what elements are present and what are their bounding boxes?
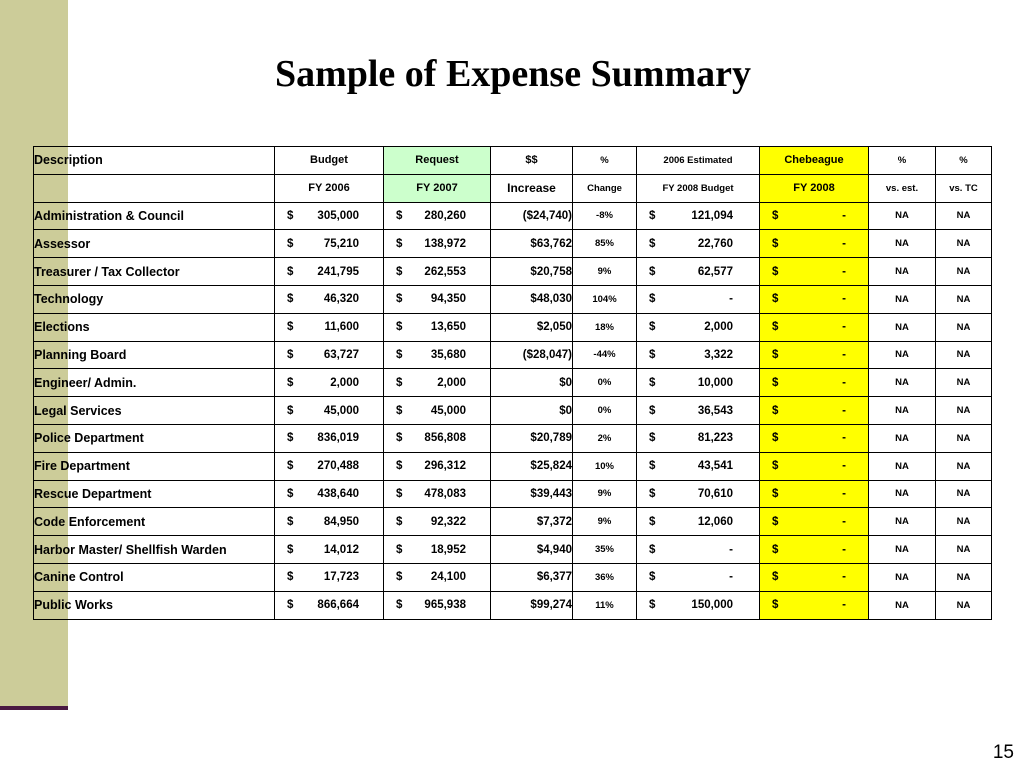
cell-estimated: $ 22,760 [637,230,760,258]
cell-vs-tc: NA [936,452,992,480]
header-percent: % [573,147,637,175]
cell-budget: $ 866,664 [275,591,384,619]
slide-number: 15 [992,742,1014,763]
cell-estimated: $ - [637,285,760,313]
cell-request: $ 296,312 [384,452,491,480]
cell-increase: $20,758 [491,258,573,286]
cell-vs-est: NA [869,313,936,341]
cell-request: $ 13,650 [384,313,491,341]
cell-increase: $7,372 [491,508,573,536]
cell-chebeague: $ - [760,285,869,313]
cell-increase: $99,274 [491,591,573,619]
cell-vs-tc: NA [936,258,992,286]
table-row [34,508,992,536]
cell-request: $ 92,322 [384,508,491,536]
cell-increase: ($24,740) [491,202,573,230]
cell-description: Harbor Master/ Shellfish Warden [34,536,275,564]
cell-request: $ 138,972 [384,230,491,258]
cell-estimated: $ - [637,563,760,591]
cell-request: $ 965,938 [384,591,491,619]
header-request-year: FY 2007 [384,174,491,202]
cell-budget: $ 438,640 [275,480,384,508]
cell-vs-tc: NA [936,313,992,341]
cell-vs-est: NA [869,536,936,564]
cell-estimated: $ 3,322 [637,341,760,369]
header-description: Description [34,147,275,175]
cell-description: Planning Board [34,341,275,369]
cell-increase: $0 [491,397,573,425]
header-request: Request [384,147,491,175]
table-row [34,258,992,286]
cell-vs-est: NA [869,285,936,313]
cell-vs-est: NA [869,397,936,425]
cell-description: Code Enforcement [34,508,275,536]
cell-description: Rescue Department [34,480,275,508]
cell-vs-tc: NA [936,536,992,564]
cell-request: $ 94,350 [384,285,491,313]
cell-change: 2% [573,424,637,452]
cell-increase: $48,030 [491,285,573,313]
cell-budget: $ 836,019 [275,424,384,452]
cell-change: 9% [573,480,637,508]
cell-chebeague: $ - [760,258,869,286]
cell-vs-est: NA [869,230,936,258]
header-row-2 [34,174,992,202]
cell-vs-est: NA [869,369,936,397]
cell-vs-tc: NA [936,341,992,369]
cell-estimated: $ 121,094 [637,202,760,230]
cell-increase: $20,789 [491,424,573,452]
cell-description: Treasurer / Tax Collector [34,258,275,286]
cell-description: Assessor [34,230,275,258]
cell-increase: ($28,047) [491,341,573,369]
cell-vs-est: NA [869,508,936,536]
cell-request: $ 280,260 [384,202,491,230]
cell-chebeague: $ - [760,563,869,591]
header-percent-est: % [869,147,936,175]
page-title: Sample of Expense Summary [274,53,752,95]
cell-vs-est: NA [869,258,936,286]
cell-budget: $ 75,210 [275,230,384,258]
cell-estimated: $ 12,060 [637,508,760,536]
table-row [34,369,992,397]
table-row [34,563,992,591]
table-row [34,313,992,341]
cell-change: 104% [573,285,637,313]
cell-vs-tc: NA [936,563,992,591]
cell-budget: $ 2,000 [275,369,384,397]
cell-estimated: $ 81,223 [637,424,760,452]
cell-change: -44% [573,341,637,369]
cell-change: 11% [573,591,637,619]
cell-request: $ 478,083 [384,480,491,508]
cell-vs-tc: NA [936,285,992,313]
cell-estimated: $ - [637,536,760,564]
header-vs-est: vs. est. [869,174,936,202]
cell-budget: $ 84,950 [275,508,384,536]
cell-change: 0% [573,369,637,397]
table-row [34,397,992,425]
cell-vs-tc: NA [936,424,992,452]
cell-request: $ 856,808 [384,424,491,452]
cell-vs-est: NA [869,452,936,480]
cell-description: Technology [34,285,275,313]
table-row [34,424,992,452]
cell-chebeague: $ - [760,591,869,619]
cell-estimated: $ 2,000 [637,313,760,341]
cell-description: Engineer/ Admin. [34,369,275,397]
header-vs-tc: vs. TC [936,174,992,202]
cell-vs-est: NA [869,202,936,230]
header-chebeague: Chebeague [760,147,869,175]
cell-request: $ 45,000 [384,397,491,425]
table-row [34,536,992,564]
cell-chebeague: $ - [760,369,869,397]
cell-change: 35% [573,536,637,564]
cell-budget: $ 14,012 [275,536,384,564]
cell-chebeague: $ - [760,480,869,508]
header-budget-year: FY 2006 [275,174,384,202]
cell-vs-tc: NA [936,591,992,619]
cell-vs-tc: NA [936,230,992,258]
cell-vs-est: NA [869,480,936,508]
cell-request: $ 35,680 [384,341,491,369]
cell-vs-est: NA [869,341,936,369]
header-increase: Increase [491,174,573,202]
cell-budget: $ 63,727 [275,341,384,369]
table-row [34,452,992,480]
cell-change: 9% [573,258,637,286]
cell-change: 0% [573,397,637,425]
expense-summary-table [33,146,992,620]
cell-change: 18% [573,313,637,341]
cell-estimated: $ 36,543 [637,397,760,425]
header-estimated: 2006 Estimated [637,147,760,175]
cell-estimated: $ 43,541 [637,452,760,480]
cell-request: $ 18,952 [384,536,491,564]
header-dollars: $$ [491,147,573,175]
cell-description: Canine Control [34,563,275,591]
header-description-sub [34,174,275,202]
cell-request: $ 24,100 [384,563,491,591]
cell-vs-est: NA [869,563,936,591]
cell-budget: $ 270,488 [275,452,384,480]
cell-increase: $4,940 [491,536,573,564]
cell-increase: $0 [491,369,573,397]
table-row [34,591,992,619]
cell-vs-tc: NA [936,508,992,536]
cell-chebeague: $ - [760,452,869,480]
cell-vs-tc: NA [936,369,992,397]
table-row [34,285,992,313]
cell-description: Administration & Council [34,202,275,230]
cell-estimated: $ 70,610 [637,480,760,508]
cell-vs-est: NA [869,424,936,452]
cell-estimated: $ 150,000 [637,591,760,619]
cell-chebeague: $ - [760,341,869,369]
cell-vs-tc: NA [936,480,992,508]
cell-change: 9% [573,508,637,536]
cell-chebeague: $ - [760,424,869,452]
cell-change: 36% [573,563,637,591]
header-budget: Budget [275,147,384,175]
cell-vs-tc: NA [936,202,992,230]
cell-description: Police Department [34,424,275,452]
cell-change: 10% [573,452,637,480]
cell-increase: $39,443 [491,480,573,508]
cell-vs-est: NA [869,591,936,619]
table-row [34,480,992,508]
cell-budget: $ 11,600 [275,313,384,341]
cell-request: $ 2,000 [384,369,491,397]
cell-increase: $6,377 [491,563,573,591]
table-row [34,230,992,258]
header-percent-tc: % [936,147,992,175]
cell-chebeague: $ - [760,202,869,230]
cell-chebeague: $ - [760,536,869,564]
cell-budget: $ 241,795 [275,258,384,286]
cell-description: Elections [34,313,275,341]
cell-description: Public Works [34,591,275,619]
cell-description: Legal Services [34,397,275,425]
cell-change: 85% [573,230,637,258]
cell-chebeague: $ - [760,397,869,425]
table-row [34,341,992,369]
cell-increase: $63,762 [491,230,573,258]
cell-chebeague: $ - [760,313,869,341]
sidebar-rule [0,706,68,710]
cell-estimated: $ 62,577 [637,258,760,286]
cell-budget: $ 46,320 [275,285,384,313]
cell-change: -8% [573,202,637,230]
header-fy2008-budget: FY 2008 Budget [637,174,760,202]
cell-vs-tc: NA [936,397,992,425]
cell-increase: $25,824 [491,452,573,480]
cell-chebeague: $ - [760,508,869,536]
cell-budget: $ 305,000 [275,202,384,230]
cell-chebeague: $ - [760,230,869,258]
table-row [34,202,992,230]
header-row-1 [34,147,992,175]
cell-budget: $ 17,723 [275,563,384,591]
header-change: Change [573,174,637,202]
table-body [34,147,992,620]
cell-estimated: $ 10,000 [637,369,760,397]
cell-increase: $2,050 [491,313,573,341]
cell-description: Fire Department [34,452,275,480]
cell-budget: $ 45,000 [275,397,384,425]
header-chebeague-year: FY 2008 [760,174,869,202]
cell-request: $ 262,553 [384,258,491,286]
